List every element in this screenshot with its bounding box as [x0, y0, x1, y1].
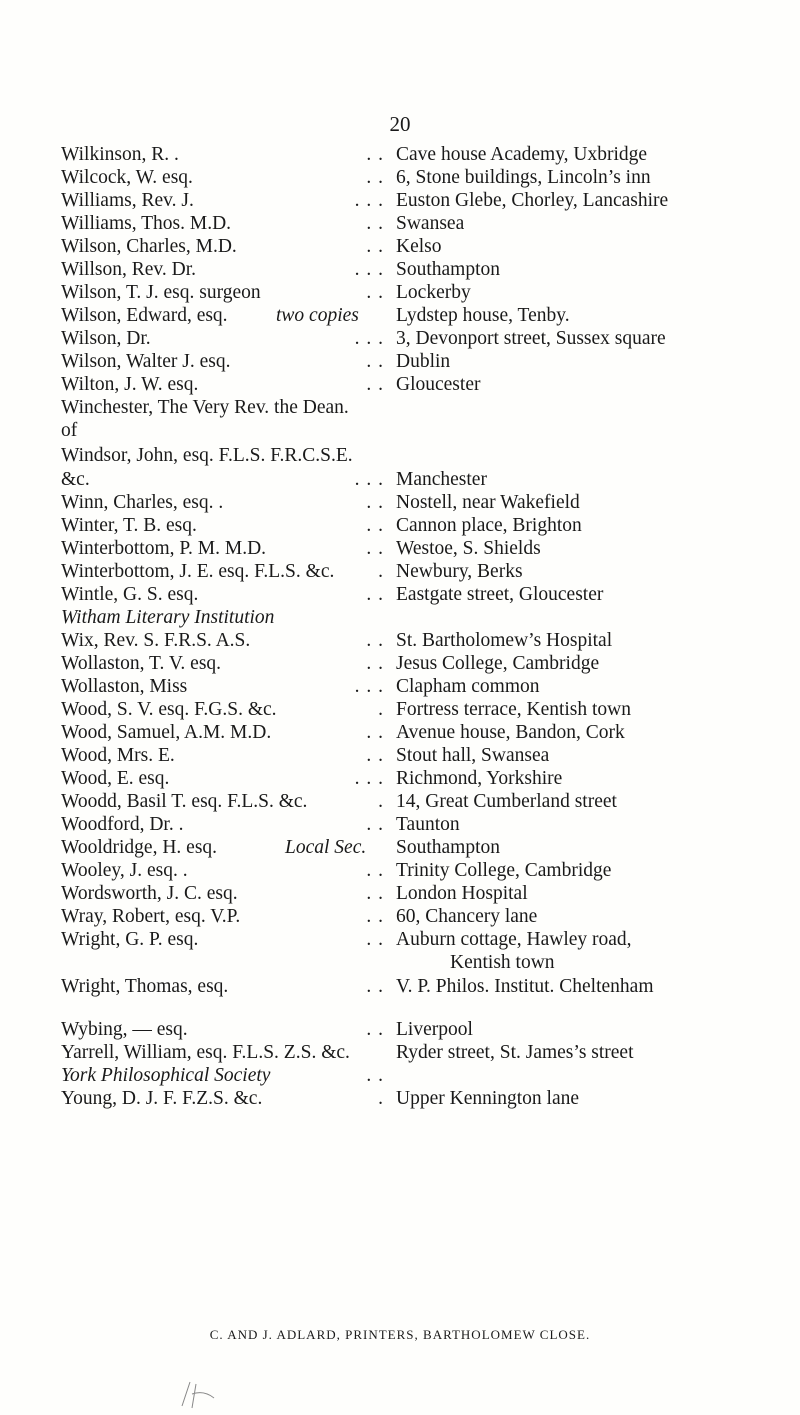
- leader-dots: .: [378, 791, 384, 812]
- list-item: [0, 166, 800, 190]
- subscriber-address: Taunton: [396, 814, 460, 835]
- subscriber-address: Westoe, S. Shields: [396, 538, 541, 559]
- subscriber-name: Wray, Robert, esq. V.P.: [61, 906, 241, 927]
- list-item: [0, 560, 800, 584]
- list-item: [0, 444, 800, 468]
- leader-dots: . .: [366, 976, 384, 997]
- subscriber-address: Stout hall, Swansea: [396, 745, 550, 766]
- subscriber-name: Williams, Rev. J.: [61, 190, 194, 211]
- list-item: [0, 327, 800, 351]
- list-item: [0, 396, 800, 420]
- subscriber-name: &c.: [61, 469, 90, 490]
- subscriber-name: of: [61, 420, 78, 441]
- list-item: [0, 652, 800, 676]
- list-item: [0, 212, 800, 236]
- leader-dots: . . .: [354, 768, 384, 789]
- subscriber-note: Local Sec.: [285, 837, 367, 858]
- list-item: [0, 606, 800, 630]
- subscriber-name: Wilson, Edward, esq.: [61, 305, 228, 326]
- subscriber-address: Avenue house, Bandon, Cork: [396, 722, 625, 743]
- subscriber-name: Wilkinson, R. .: [61, 144, 179, 165]
- leader-dots: . .: [366, 860, 384, 881]
- subscriber-address: 60, Chancery lane: [396, 906, 538, 927]
- subscriber-name: Yarrell, William, esq. F.L.S. Z.S. &c.: [61, 1042, 350, 1063]
- subscriber-name: Williams, Thos. M.D.: [61, 213, 232, 234]
- list-item: [0, 583, 800, 607]
- list-item: [0, 1041, 800, 1065]
- list-item: [0, 514, 800, 538]
- subscriber-address: Nostell, near Wakefield: [396, 492, 580, 513]
- leader-dots: . .: [366, 374, 384, 395]
- subscriber-name: Winter, T. B. esq.: [61, 515, 197, 536]
- list-item: [0, 859, 800, 883]
- subscriber-address-continued: Kentish town: [450, 952, 555, 973]
- list-item: [0, 281, 800, 305]
- subscriber-address: Richmond, Yorkshire: [396, 768, 563, 789]
- subscriber-address: Cave house Academy, Uxbridge: [396, 144, 648, 165]
- leader-dots: . .: [366, 538, 384, 559]
- list-item: [0, 189, 800, 213]
- subscriber-name: Wilson, Charles, M.D.: [61, 236, 237, 257]
- list-item: [0, 1087, 800, 1111]
- subscriber-address: Liverpool: [396, 1019, 473, 1040]
- subscriber-name: Woodd, Basil T. esq. F.L.S. &c.: [61, 791, 308, 812]
- subscriber-name: Wood, S. V. esq. F.G.S. &c.: [61, 699, 277, 720]
- leader-dots: . .: [366, 630, 384, 651]
- list-item: [0, 905, 800, 929]
- list-item: [0, 813, 800, 837]
- subscriber-address: Auburn cottage, Hawley road,: [396, 929, 632, 950]
- subscriber-name: Wooley, J. esq. .: [61, 860, 188, 881]
- subscriber-name: Windsor, John, esq. F.L.S. F.R.C.S.E.: [61, 445, 353, 466]
- subscriber-address: Cannon place, Brighton: [396, 515, 582, 536]
- list-item: [0, 975, 800, 999]
- leader-dots: . .: [366, 282, 384, 303]
- subscriber-address: 3, Devonport street, Sussex square: [396, 328, 666, 349]
- subscriber-name: Woodford, Dr. .: [61, 814, 184, 835]
- subscriber-name: Wilson, Walter J. esq.: [61, 351, 231, 372]
- leader-dots: . .: [366, 515, 384, 536]
- subscriber-address: Kelso: [396, 236, 442, 257]
- leader-dots: .: [378, 699, 384, 720]
- subscriber-name: Wooldridge, H. esq.: [61, 837, 218, 858]
- leader-dots: . .: [366, 1019, 384, 1040]
- leader-dots: . .: [366, 814, 384, 835]
- list-item: [0, 836, 800, 860]
- subscriber-note: two copies: [276, 305, 359, 326]
- list-item: [0, 1064, 800, 1088]
- leader-dots: . . .: [354, 676, 384, 697]
- list-item: [0, 419, 800, 443]
- leader-dots: . .: [366, 351, 384, 372]
- subscriber-address: 6, Stone buildings, Lincoln’s inn: [396, 167, 651, 188]
- list-item: [0, 304, 800, 328]
- page-number: 20: [389, 112, 411, 136]
- list-item: [0, 675, 800, 699]
- leader-dots: .: [378, 561, 384, 582]
- subscriber-address: Jesus College, Cambridge: [396, 653, 600, 674]
- leader-dots: . .: [366, 1065, 384, 1086]
- subscriber-name: Young, D. J. F. F.Z.S. &c.: [61, 1088, 263, 1109]
- leader-dots: . . .: [354, 328, 384, 349]
- list-item: [0, 1018, 800, 1042]
- subscriber-address: Trinity College, Cambridge: [396, 860, 612, 881]
- leader-dots: . .: [366, 883, 384, 904]
- subscriber-address: Manchester: [396, 469, 487, 490]
- subscriber-address: Southampton: [396, 837, 501, 858]
- subscriber-address: Fortress terrace, Kentish town: [396, 699, 632, 720]
- leader-dots: . .: [366, 492, 384, 513]
- list-item: [0, 767, 800, 791]
- list-item: [0, 537, 800, 561]
- list-item: [0, 951, 800, 975]
- list-item: [0, 373, 800, 397]
- list-item: [0, 882, 800, 906]
- list-item: [0, 629, 800, 653]
- subscriber-name: Wollaston, T. V. esq.: [61, 653, 222, 674]
- subscriber-address: Lydstep house, Tenby.: [396, 305, 570, 326]
- subscriber-name: Wood, E. esq.: [61, 768, 170, 789]
- subscriber-name: Wollaston, Miss: [61, 676, 188, 697]
- leader-dots: . .: [366, 213, 384, 234]
- subscriber-name: Willson, Rev. Dr.: [61, 259, 196, 280]
- subscriber-address: Eastgate street, Gloucester: [396, 584, 604, 605]
- subscriber-name: Wybing, — esq.: [61, 1019, 188, 1040]
- list-item: [0, 491, 800, 515]
- subscriber-name: Wix, Rev. S. F.R.S. A.S.: [61, 630, 251, 651]
- leader-dots: . .: [366, 167, 384, 188]
- leader-dots: . .: [366, 906, 384, 927]
- subscriber-address: Southampton: [396, 259, 501, 280]
- leader-dots: . .: [366, 745, 384, 766]
- subscriber-name: Wilton, J. W. esq.: [61, 374, 199, 395]
- pencil-mark: [178, 1380, 238, 1410]
- subscriber-address: London Hospital: [396, 883, 528, 904]
- subscriber-address: Dublin: [396, 351, 451, 372]
- subscriber-address: 14, Great Cumberland street: [396, 791, 617, 812]
- subscriber-name: Winterbottom, J. E. esq. F.L.S. &c.: [61, 561, 335, 582]
- list-item: [0, 790, 800, 814]
- leader-dots: . .: [366, 722, 384, 743]
- subscriber-name: Winterbottom, P. M. M.D.: [61, 538, 267, 559]
- list-item: [0, 350, 800, 374]
- subscriber-address: Lockerby: [396, 282, 471, 303]
- subscriber-name: York Philosophical Society: [61, 1065, 271, 1086]
- list-item: [0, 721, 800, 745]
- subscriber-name: Witham Literary Institution: [61, 607, 275, 628]
- list-item: [0, 258, 800, 282]
- subscriber-name: Wordsworth, J. C. esq.: [61, 883, 238, 904]
- list-item: [0, 928, 800, 952]
- subscriber-address: Euston Glebe, Chorley, Lancashire: [396, 190, 669, 211]
- leader-dots: . .: [366, 236, 384, 257]
- list-item: [0, 698, 800, 722]
- list-item: [0, 235, 800, 259]
- list-item: [0, 143, 800, 167]
- subscriber-name: Wood, Mrs. E.: [61, 745, 175, 766]
- leader-dots: . .: [366, 929, 384, 950]
- subscriber-name: Wilson, T. J. esq. surgeon: [61, 282, 261, 303]
- subscriber-name: Winn, Charles, esq. .: [61, 492, 224, 513]
- leader-dots: . .: [366, 144, 384, 165]
- subscriber-name: Wintle, G. S. esq.: [61, 584, 199, 605]
- subscriber-address: Clapham common: [396, 676, 540, 697]
- subscriber-address: Swansea: [396, 213, 465, 234]
- leader-dots: . . .: [354, 190, 384, 211]
- subscriber-address: St. Bartholomew’s Hospital: [396, 630, 613, 651]
- subscriber-name: Wilson, Dr.: [61, 328, 151, 349]
- leader-dots: . .: [366, 584, 384, 605]
- subscriber-address: V. P. Philos. Institut. Cheltenham: [396, 976, 654, 997]
- list-item: [0, 468, 800, 492]
- subscriber-name: Wood, Samuel, A.M. M.D.: [61, 722, 272, 743]
- subscriber-address: Gloucester: [396, 374, 481, 395]
- list-item: [0, 744, 800, 768]
- printer-imprint: C. AND J. ADLARD, PRINTERS, BARTHOLOMEW CLOSE.: [209, 1327, 591, 1342]
- leader-dots: . .: [366, 653, 384, 674]
- subscriber-address: Ryder street, St. James’s street: [396, 1042, 634, 1063]
- subscriber-address: Newbury, Berks: [396, 561, 523, 582]
- subscriber-name: Winchester, The Very Rev. the Dean.: [61, 397, 349, 418]
- subscriber-name: Wright, Thomas, esq.: [61, 976, 229, 997]
- leader-dots: . . .: [354, 259, 384, 280]
- subscriber-name: Wilcock, W. esq.: [61, 167, 193, 188]
- leader-dots: .: [378, 1088, 384, 1109]
- subscriber-address: Upper Kennington lane: [396, 1088, 580, 1109]
- subscriber-name: Wright, G. P. esq.: [61, 929, 199, 950]
- leader-dots: . . .: [354, 469, 384, 490]
